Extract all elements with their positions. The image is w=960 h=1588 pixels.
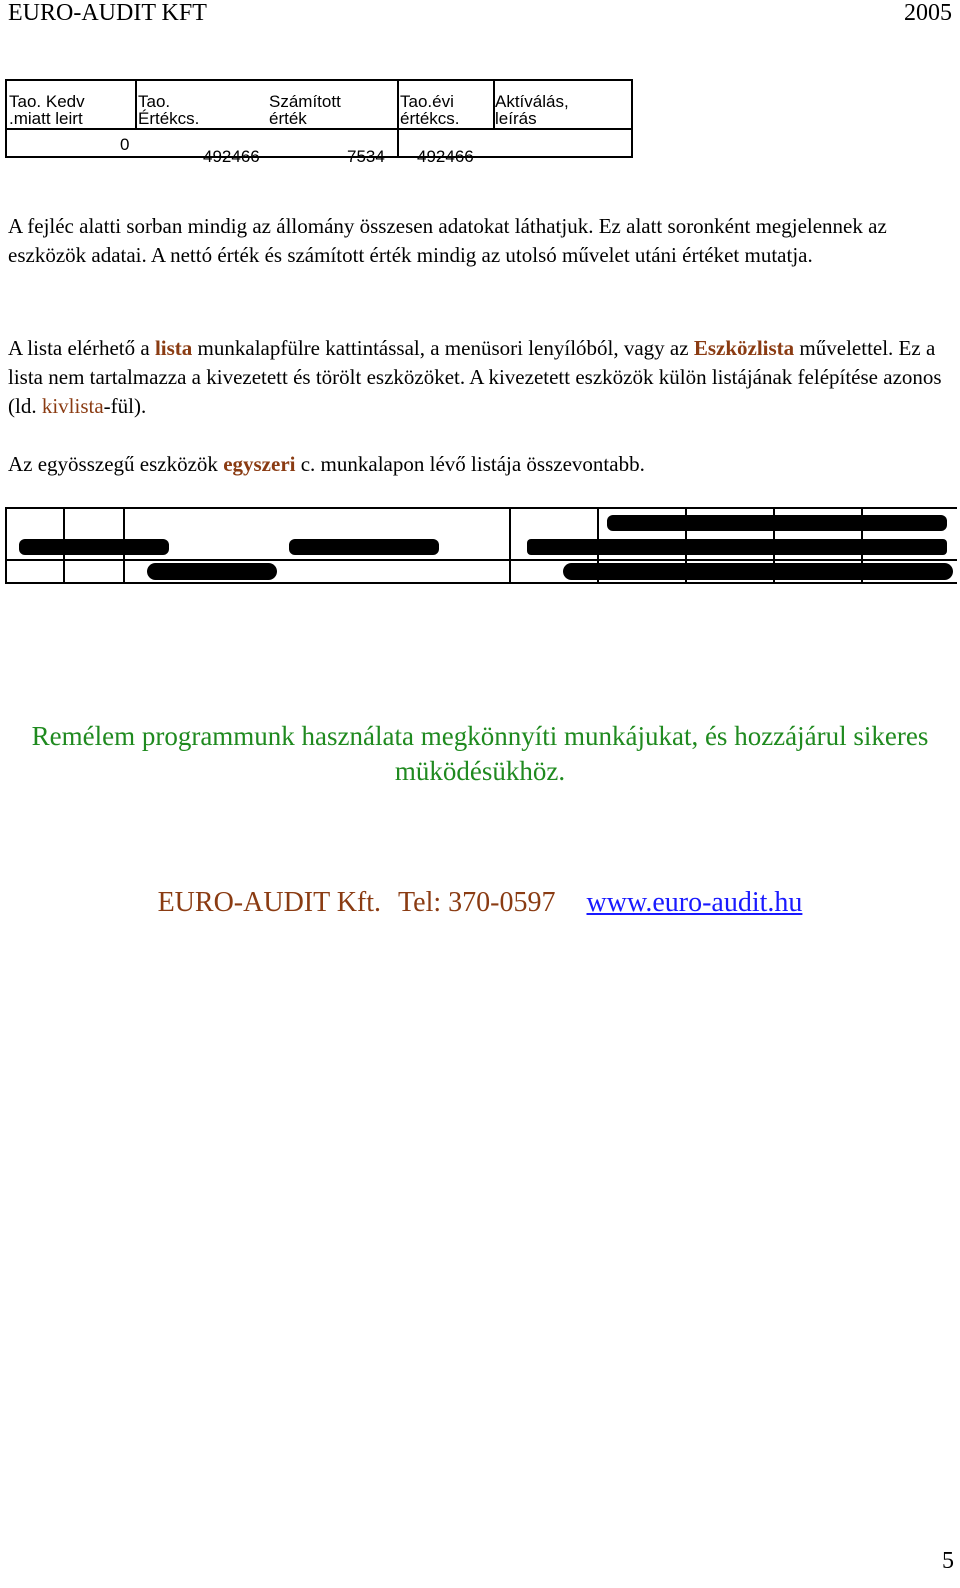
table-value-cell: 0	[120, 135, 130, 154]
table-header-cell: Tao. Kedv .miatt leirt	[9, 92, 85, 128]
garbled-table	[5, 507, 957, 584]
keyword-lista: lista	[154, 336, 193, 360]
illegible-text	[607, 515, 947, 531]
header-company: EURO-AUDIT KFT	[8, 0, 207, 26]
closing-message: Remélem programmunk használata megkönnyíti munkájukat, és hozzájárul sikeres müködésükhöz.	[31, 721, 929, 786]
illegible-text	[147, 563, 277, 580]
footer-tel: Tel: 370-0597	[398, 887, 556, 918]
keyword-egyszeri: egyszeri	[223, 452, 296, 476]
footer-company: EURO-AUDIT Kft.	[157, 887, 382, 918]
table-header-cell: Tao.évi értékcs.	[400, 92, 460, 128]
table-divider	[397, 81, 399, 158]
summary-table	[5, 79, 633, 166]
keyword-eszkozlista: Eszközlista	[693, 336, 795, 360]
table-header-cell: Számított érték	[269, 92, 341, 128]
table-value-cell: 492466	[417, 147, 474, 166]
paragraph-egyszeri: Az egyösszegű eszközök egyszeri c. munkalapon lévő listája összevontabb.	[8, 452, 645, 476]
table-divider	[135, 81, 137, 128]
keyword-kivlista: kivlista	[41, 394, 104, 418]
paragraph-list-access: A lista elérhető a lista munkalapfülre kattintással, a menüsori lenyílóból, vagy az Eszközlista művelettel. Ez a lista nem tartalmazza a kivezetett és törölt eszközöket. A kivezetett eszközök külön listájának felépítése azonos (ld. kivlista-fül).	[8, 336, 942, 418]
table-divider	[7, 128, 631, 130]
table-header-cell: Tao. Értékcs.	[138, 92, 200, 128]
table-value-cell: 7534	[347, 147, 385, 166]
page-number: 5	[942, 1548, 954, 1574]
illegible-text	[19, 539, 169, 555]
header-year: 2005	[904, 0, 952, 26]
footer-website-link[interactable]: www.euro-audit.hu	[586, 887, 803, 918]
illegible-text	[289, 539, 439, 555]
paragraph-header-info: A fejléc alatti sorban mindig az állomány összesen adatokat láthatjuk. Ez alatt soronként megjelennek az eszközök adatai. A nettó érték és számított érték mindig az utolsó művelet utáni értéket mutatja.	[8, 214, 887, 267]
table-value-cell: 492466	[203, 147, 260, 166]
illegible-text	[527, 539, 947, 555]
illegible-text	[563, 563, 953, 580]
table-header-cell: Aktíválás, leírás	[495, 92, 569, 128]
footer	[0, 887, 960, 919]
